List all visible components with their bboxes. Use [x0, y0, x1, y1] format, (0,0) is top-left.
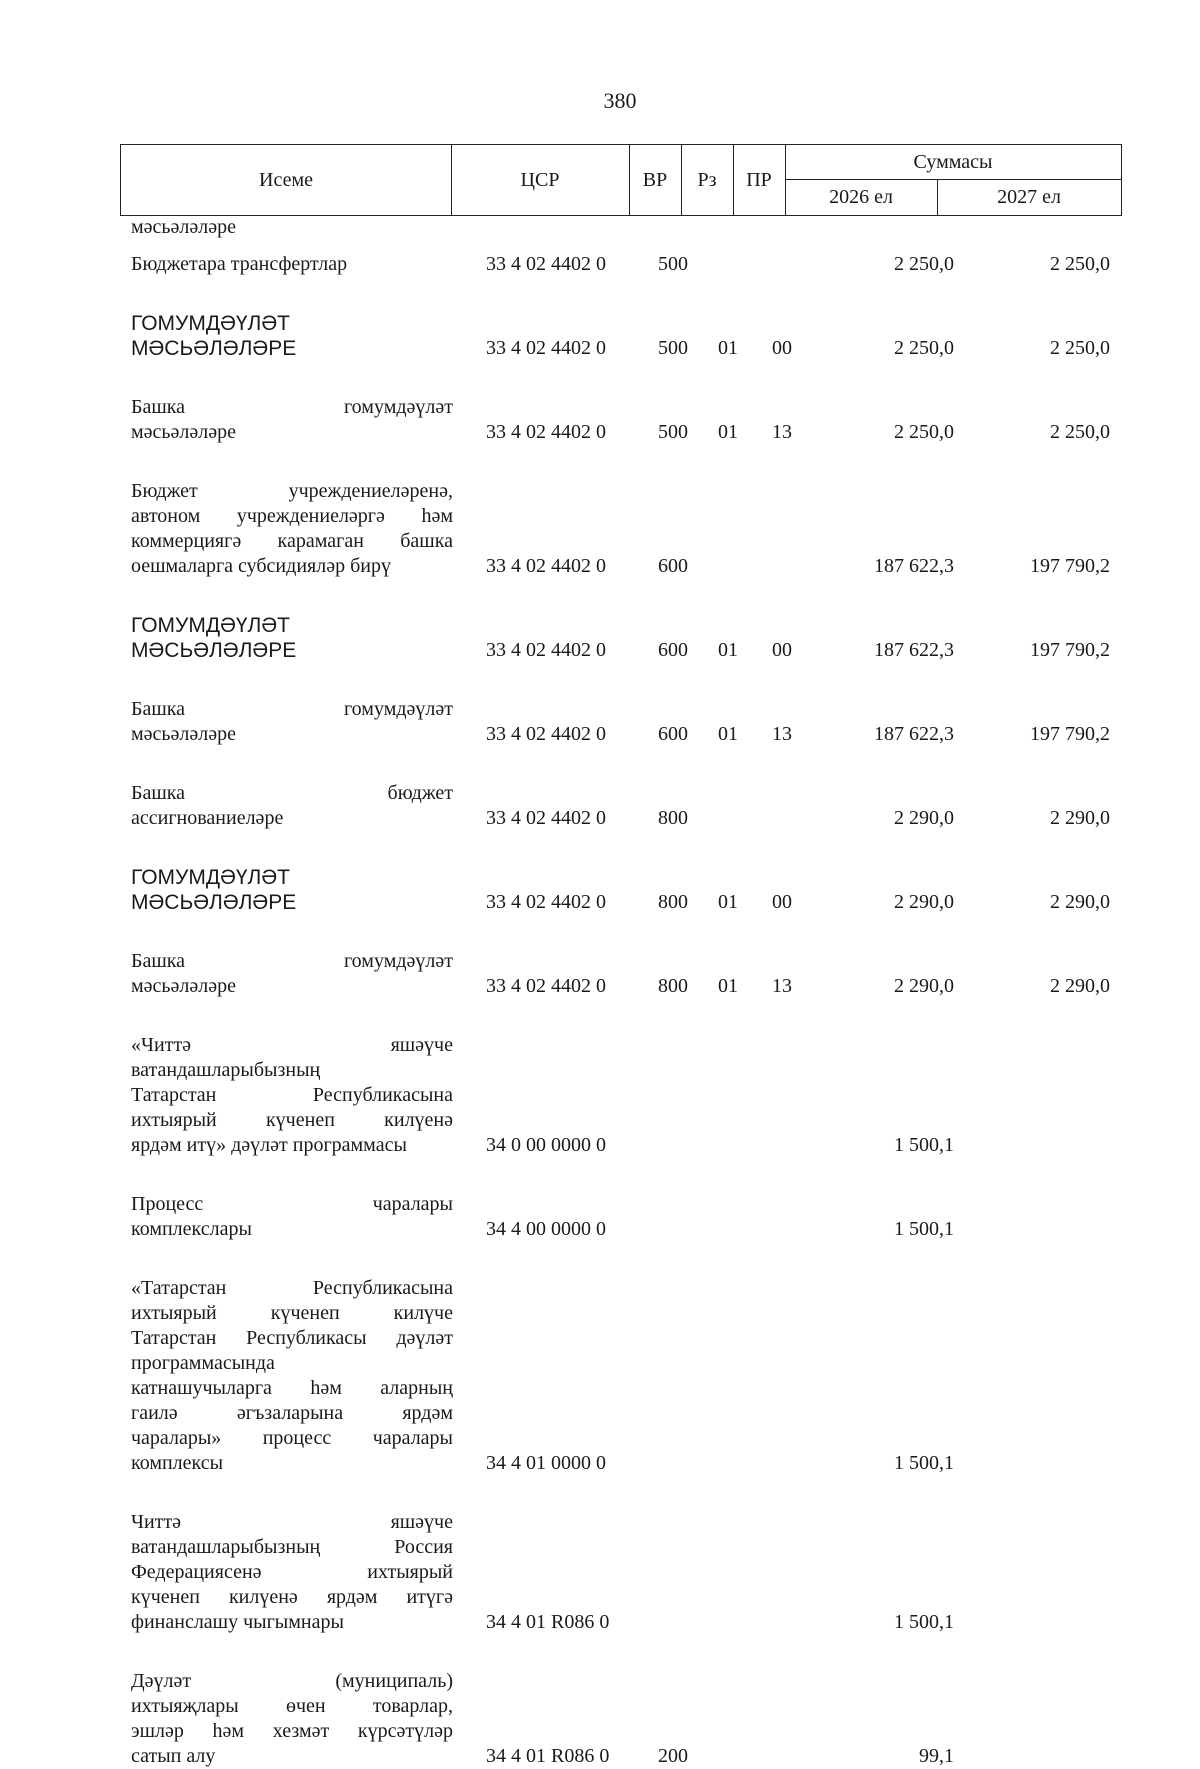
- row-name: [131, 252, 453, 277]
- row-name-line: Бюджетара трансфертлар: [131, 253, 348, 275]
- table-row: [0, 1192, 1200, 1242]
- table-row: [0, 697, 1200, 747]
- row-sum-2027: 2 290,0: [1050, 807, 1110, 829]
- row-rz: 01: [718, 337, 738, 359]
- row-csr: 33 4 02 4402 0: [486, 555, 606, 577]
- row-name-line: Читтә яшәүче: [131, 1511, 453, 1533]
- row-name-line: ватандашларыбызның: [131, 1059, 321, 1081]
- row-name-line: ГОМУМДӘҮЛӘТ: [131, 614, 290, 637]
- row-csr: 34 4 01 R086 0: [486, 1611, 610, 1633]
- row-name-line: чаралары» процесс чаралары: [131, 1427, 453, 1449]
- table-row: [0, 865, 1200, 915]
- row-name-line: ярдәм итү» дәүләт программасы: [131, 1134, 407, 1156]
- row-csr: 33 4 02 4402 0: [486, 337, 606, 359]
- row-name-line: мәсьәләләре: [131, 975, 236, 997]
- row-name: [131, 1192, 453, 1242]
- row-sum-2027: 2 250,0: [1050, 421, 1110, 443]
- row-vr: 600: [658, 639, 688, 661]
- row-pr: 13: [772, 421, 792, 443]
- row-name-line: оешмаларга субсидияләр бирү: [131, 555, 391, 577]
- row-name-line: Башка гомумдәүләт: [131, 950, 453, 972]
- header-rz: Рз: [697, 168, 717, 191]
- row-name: [131, 311, 453, 361]
- row-name: [131, 865, 453, 915]
- row-csr: 33 4 02 4402 0: [486, 253, 606, 275]
- row-csr: 34 4 00 0000 0: [486, 1218, 606, 1240]
- row-csr: 33 4 02 4402 0: [486, 807, 606, 829]
- row-name-line: Башка гомумдәүләт: [131, 396, 453, 418]
- row-vr: 800: [658, 807, 688, 829]
- row-sum-2026: 2 290,0: [894, 891, 954, 913]
- header-sums: Суммасы: [913, 150, 993, 173]
- row-name: [131, 395, 453, 445]
- row-csr: 33 4 02 4402 0: [486, 891, 606, 913]
- row-name-line: комплексы: [131, 1452, 224, 1474]
- row-rz: 01: [718, 723, 738, 745]
- table-row: [0, 1033, 1200, 1158]
- header-csr: ЦСР: [520, 168, 560, 191]
- row-vr: 800: [658, 975, 688, 997]
- row-name-line: ГОМУМДӘҮЛӘТ: [131, 312, 290, 335]
- row-name: [131, 1033, 453, 1158]
- row-rz: 01: [718, 891, 738, 913]
- row-sum-2027: 2 290,0: [1050, 975, 1110, 997]
- row-pr: 00: [772, 337, 792, 359]
- row-name-line: мәсьәләләре: [131, 723, 236, 745]
- row-pr: 13: [772, 975, 792, 997]
- row-sum-2026: 2 250,0: [894, 253, 954, 275]
- row-name-line: Бюджет учреждениеләренә,: [131, 480, 453, 502]
- header-year-2027: 2027 ел: [997, 185, 1061, 208]
- row-name-line: ватандашларыбызның Россия: [131, 1536, 453, 1558]
- table-row: [0, 252, 1200, 277]
- row-csr: 33 4 02 4402 0: [486, 639, 606, 661]
- row-sum-2027: 197 790,2: [1030, 555, 1110, 577]
- row-name-line: Башка бюджет: [131, 782, 453, 804]
- row-sum-2027: 2 250,0: [1050, 253, 1110, 275]
- row-name-line: автоном учреждениеләргә һәм: [131, 505, 453, 527]
- row-name-line: Татарстан Республикасына: [131, 1084, 453, 1106]
- header-vr: ВР: [642, 168, 668, 191]
- row-sum-2026: 2 250,0: [894, 337, 954, 359]
- row-name-line: эшләр һәм хезмәт күрсәтүләр: [131, 1720, 453, 1742]
- table-row: [0, 781, 1200, 831]
- row-name: [131, 781, 453, 831]
- row-name: [131, 1669, 453, 1769]
- row-sum-2026: 2 250,0: [894, 421, 954, 443]
- row-sum-2026: 187 622,3: [874, 723, 954, 745]
- row-csr: 33 4 02 4402 0: [486, 421, 606, 443]
- row-name-line: коммерциягә карамаган башка: [131, 530, 453, 552]
- row-vr: 800: [658, 891, 688, 913]
- row-name-line: программасында: [131, 1352, 275, 1374]
- row-vr: 500: [658, 337, 688, 359]
- row-name-line: Федерациясенә ихтыярый: [131, 1561, 453, 1583]
- row-name-line: Процесс чаралары: [131, 1193, 453, 1215]
- header-year-2026: 2026 ел: [829, 185, 893, 208]
- row-name-line: «Татарстан Республикасына: [131, 1277, 453, 1299]
- row-sum-2026: 99,1: [919, 1745, 954, 1767]
- page-number: 380: [603, 88, 637, 113]
- row-pr: 13: [772, 723, 792, 745]
- row-vr: 600: [658, 723, 688, 745]
- row-vr: 600: [658, 555, 688, 577]
- row-name: [131, 1276, 453, 1476]
- row-name: [131, 215, 453, 240]
- row-name-line: комплекслары: [131, 1218, 252, 1240]
- row-name-line: мәсьәләләре: [131, 216, 236, 238]
- row-csr: 33 4 02 4402 0: [486, 975, 606, 997]
- row-csr: 34 4 01 R086 0: [486, 1745, 610, 1767]
- row-name: [131, 479, 453, 579]
- row-name-line: ихтыяҗлары өчен товарлар,: [131, 1695, 453, 1717]
- row-sum-2027: 197 790,2: [1030, 639, 1110, 661]
- table-row: [0, 949, 1200, 999]
- row-name-line: ихтыярый күченеп килүче: [131, 1302, 453, 1324]
- row-csr: 33 4 02 4402 0: [486, 723, 606, 745]
- row-name: [131, 613, 453, 663]
- row-rz: 01: [718, 639, 738, 661]
- row-name-line: Дәүләт (муниципаль): [131, 1670, 453, 1692]
- row-sum-2027: 2 290,0: [1050, 891, 1110, 913]
- row-vr: 500: [658, 253, 688, 275]
- row-pr: 00: [772, 639, 792, 661]
- row-sum-2026: 1 500,1: [894, 1134, 954, 1156]
- row-vr: 200: [658, 1745, 688, 1767]
- row-sum-2026: 2 290,0: [894, 807, 954, 829]
- row-sum-2026: 1 500,1: [894, 1611, 954, 1633]
- row-csr: 34 4 01 0000 0: [486, 1452, 606, 1474]
- row-sum-2026: 1 500,1: [894, 1218, 954, 1240]
- table-row: [0, 311, 1200, 361]
- row-sum-2026: 187 622,3: [874, 639, 954, 661]
- table-row: [0, 479, 1200, 579]
- row-rz: 01: [718, 421, 738, 443]
- row-name-line: ассигнованиеләре: [131, 807, 284, 829]
- header-pr: ПР: [746, 168, 772, 191]
- row-name: [131, 697, 453, 747]
- row-name-line: ГОМУМДӘҮЛӘТ: [131, 866, 290, 889]
- row-pr: 00: [772, 891, 792, 913]
- table-row: [0, 1669, 1200, 1769]
- row-name-line: күченеп килүенә ярдәм итүгә: [131, 1586, 453, 1608]
- row-name-line: МӘСЬӘЛӘЛӘРЕ: [131, 891, 297, 914]
- row-vr: 500: [658, 421, 688, 443]
- row-sum-2027: 197 790,2: [1030, 723, 1110, 745]
- row-name-line: Татарстан Республикасы дәүләт: [131, 1327, 453, 1349]
- row-name-line: финанслашу чыгымнары: [131, 1611, 344, 1633]
- row-name-line: «Читтә яшәүче: [131, 1034, 453, 1056]
- row-sum-2026: 187 622,3: [874, 555, 954, 577]
- row-name-line: ихтыярый күченеп килүенә: [131, 1109, 453, 1131]
- row-name-line: МӘСЬӘЛӘЛӘРЕ: [131, 337, 297, 360]
- row-name: [131, 949, 453, 999]
- row-sum-2026: 2 290,0: [894, 975, 954, 997]
- table-row: [0, 1510, 1200, 1635]
- row-sum-2026: 1 500,1: [894, 1452, 954, 1474]
- table-row: [0, 1276, 1200, 1476]
- row-sum-2027: 2 250,0: [1050, 337, 1110, 359]
- row-name-line: сатып алу: [131, 1745, 216, 1767]
- row-rz: 01: [718, 975, 738, 997]
- table-row: [0, 215, 1200, 240]
- row-name-line: Башка гомумдәүләт: [131, 698, 453, 720]
- row-name-line: катнашучыларга һәм аларның: [131, 1377, 453, 1399]
- table-row: [0, 613, 1200, 663]
- row-name-line: гаилә әгъзаларына ярдәм: [131, 1402, 453, 1424]
- header-name: Исеме: [259, 168, 313, 191]
- row-name: [131, 1510, 453, 1635]
- row-name-line: МӘСЬӘЛӘЛӘРЕ: [131, 639, 297, 662]
- row-name-line: мәсьәләләре: [131, 421, 236, 443]
- table-row: [0, 395, 1200, 445]
- row-csr: 34 0 00 0000 0: [486, 1134, 606, 1156]
